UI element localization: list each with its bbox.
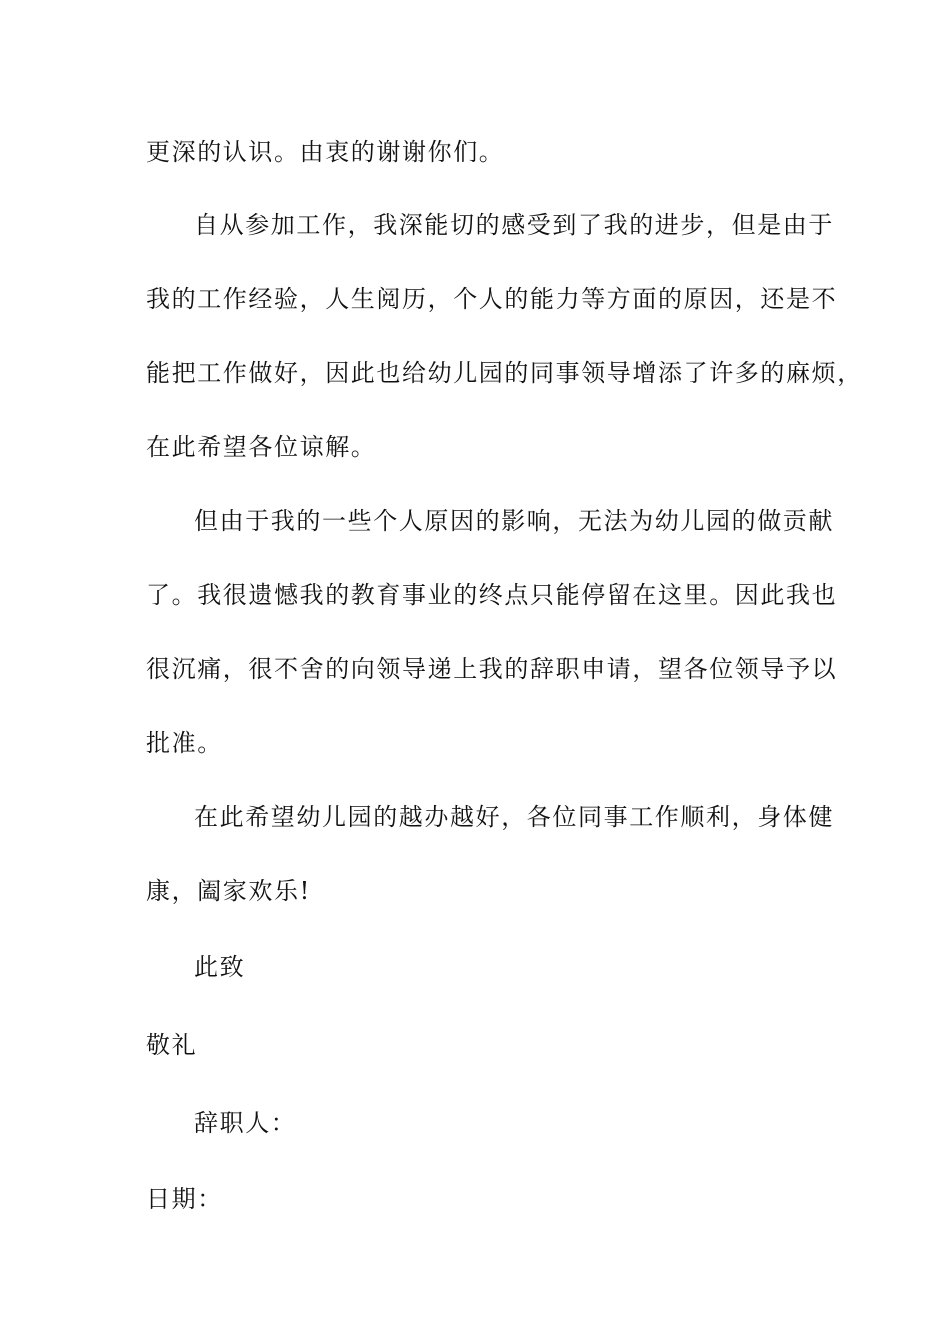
text-line-1: 更深的认识。由衷的谢谢你们。 [146, 138, 505, 166]
text-line-7: 了。我很遗憾我的教育事业的终点只能停留在这里。因此我也 [146, 581, 838, 609]
text-line-9: 批准。 [146, 729, 223, 757]
signer-label: 辞职人： [194, 1109, 297, 1137]
text-line-10: 在此希望幼儿园的越办越好，各位同事工作顺利，身体健 [194, 803, 834, 831]
text-line-5: 在此希望各位谅解。 [146, 433, 377, 461]
text-line-11: 康，阖家欢乐! [146, 877, 311, 905]
text-line-6: 但由于我的一些个人原因的影响，无法为幼儿园的做贡献 [194, 507, 834, 535]
closing-salutation: 此致 [194, 953, 246, 981]
closing-regards: 敬礼 [146, 1031, 198, 1059]
text-line-2: 自从参加工作，我深能切的感受到了我的进步，但是由于 [194, 211, 834, 239]
text-line-8: 很沉痛，很不舍的向领导递上我的辞职申请，望各位领导予以 [146, 655, 838, 683]
date-label: 日期： [146, 1185, 223, 1213]
text-line-4: 能把工作做好，因此也给幼儿园的同事领导增添了许多的麻烦， [146, 359, 863, 387]
text-line-3: 我的工作经验，人生阅历，个人的能力等方面的原因，还是不 [146, 285, 838, 313]
